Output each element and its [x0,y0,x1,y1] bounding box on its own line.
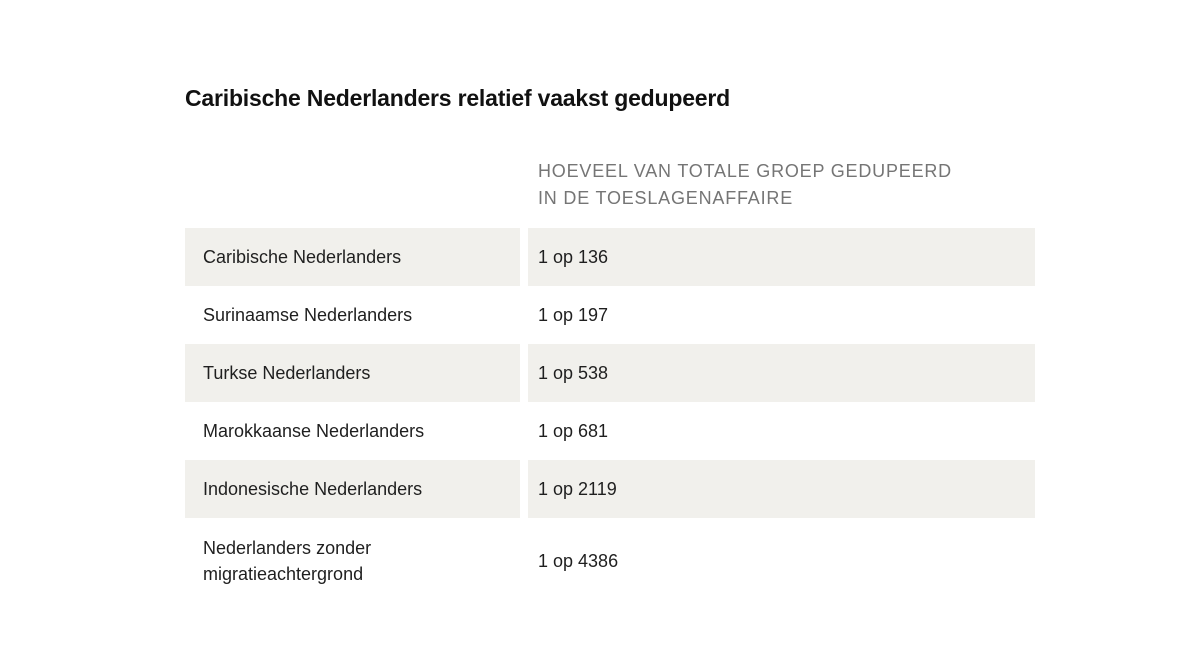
row-value: 1 op 197 [538,305,609,325]
row-label: Indonesische Nederlanders [185,460,520,518]
row-label: Turkse Nederlanders [185,344,520,402]
table-row [185,286,1035,344]
infographic-content [185,84,1035,604]
column-gutter [520,518,528,604]
row-value: 1 op 538 [528,344,1035,402]
table-header-row [185,158,1035,212]
column-gutter [520,228,528,286]
column-gutter [520,402,528,460]
chart-title: Caribische Nederlanders relatief vaakst gedupeerd [185,85,730,111]
column-gutter [520,286,528,344]
column-gutter [520,158,528,212]
table-row [185,228,1035,286]
row-label: Nederlanders zonder migratieachtergrond [203,538,372,584]
row-label: Marokkaanse Nederlanders [203,421,425,441]
row-label: Caribische Nederlanders [185,228,520,286]
value-column-header-line1: HOEVEEL VAN TOTALE GROEP GEDUPEERD [538,161,952,181]
row-value: 1 op 2119 [528,460,1035,518]
value-column-header [528,158,1035,212]
row-label: Surinaamse Nederlanders [203,305,413,325]
table-row [185,518,1035,604]
table-row [185,460,1035,518]
column-gutter [520,460,528,518]
row-value: 1 op 681 [538,421,609,441]
table-row [185,402,1035,460]
data-table [185,228,1035,604]
value-column-header-line2: IN DE TOESLAGENAFFAIRE [538,188,794,208]
table-row [185,344,1035,402]
label-column-header-empty [185,158,520,212]
column-gutter [520,344,528,402]
row-value: 1 op 136 [528,228,1035,286]
row-value: 1 op 4386 [538,551,619,571]
